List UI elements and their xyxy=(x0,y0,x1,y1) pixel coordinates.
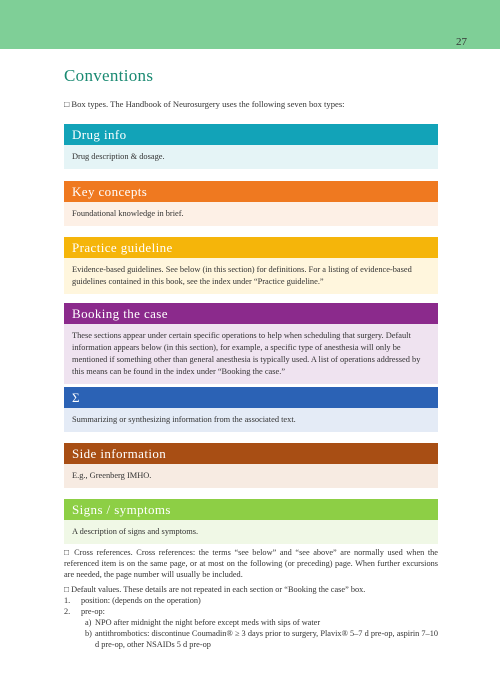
footer-notes xyxy=(64,547,438,650)
sublist-item-letter: a) xyxy=(85,618,92,627)
header-bar xyxy=(0,0,500,49)
box-drug-info xyxy=(64,124,438,169)
box-heading: Signs / symptoms xyxy=(64,499,438,520)
box-body: These sections appear under certain specific operations to help when scheduling that surgery. Default information appears below (in this section), for example, a specific type of anesthesia will only be mentioned if something other than general anesthesia is typically used. A list of operations addressed by this means can be found in the index under “Booking the case.” xyxy=(64,324,438,384)
box-body: Summarizing or synthesizing information from the associated text. xyxy=(64,408,438,432)
pre-op-sublist xyxy=(81,617,438,650)
sublist-item-letter: b) xyxy=(85,629,92,638)
cross-references-text: □ Cross references. Cross references: the terms “see below” and “see above” are normally used when the referenced item is on the same page, or at most on the following (or preceding) page. When further excursions are needed, the page number will usually be included. xyxy=(64,548,438,579)
default-values-text: □ Default values. These details are not repeated in each section or “Booking the case” box. xyxy=(64,585,366,594)
box-heading: Practice guideline xyxy=(64,237,438,258)
sublist-item xyxy=(81,617,438,628)
box-key-concepts xyxy=(64,181,438,226)
box-heading: Key concepts xyxy=(64,181,438,202)
box-signs-symptoms xyxy=(64,499,438,544)
sublist-item-text: NPO after midnight the night before except meds with sips of water xyxy=(95,618,321,627)
box-booking-the-case xyxy=(64,303,438,384)
defaults-list xyxy=(64,595,438,650)
list-item-text: position: (depends on the operation) xyxy=(81,596,201,605)
box-heading: Σ xyxy=(64,387,438,408)
box-side-information xyxy=(64,443,438,488)
box-practice-guideline xyxy=(64,237,438,294)
box-body: Evidence-based guidelines. See below (in this section) for definitions. For a listing of evidence-based guidelines contained in this book, see the index under “Practice guideline.” xyxy=(64,258,438,294)
list-item-number: 2. xyxy=(64,607,71,616)
sublist-item-text: antithrombotics: discontinue Coumadin® ≥ 3 days prior to surgery, Plavix® 5–7 d pre-op, aspirin 7–10 d pre-op, other NSAIDs 5 d pre-op xyxy=(95,629,438,649)
page-number: 27 xyxy=(456,36,467,48)
box-body: A description of signs and symptoms. xyxy=(64,520,438,544)
list-item xyxy=(64,606,438,650)
intro-text: □ Box types. The Handbook of Neurosurgery uses the following seven box types: xyxy=(64,99,345,109)
box-sigma xyxy=(64,387,438,432)
box-body: Foundational knowledge in brief. xyxy=(64,202,438,226)
list-item-number: 1. xyxy=(64,596,71,605)
page-title: Conventions xyxy=(64,66,154,85)
list-item xyxy=(64,595,438,606)
box-heading: Side information xyxy=(64,443,438,464)
list-item-text: pre-op: xyxy=(81,607,105,616)
box-body: E.g., Greenberg IMHO. xyxy=(64,464,438,488)
box-heading: Booking the case xyxy=(64,303,438,324)
sublist-item xyxy=(81,628,438,650)
box-heading: Drug info xyxy=(64,124,438,145)
box-body: Drug description & dosage. xyxy=(64,145,438,169)
